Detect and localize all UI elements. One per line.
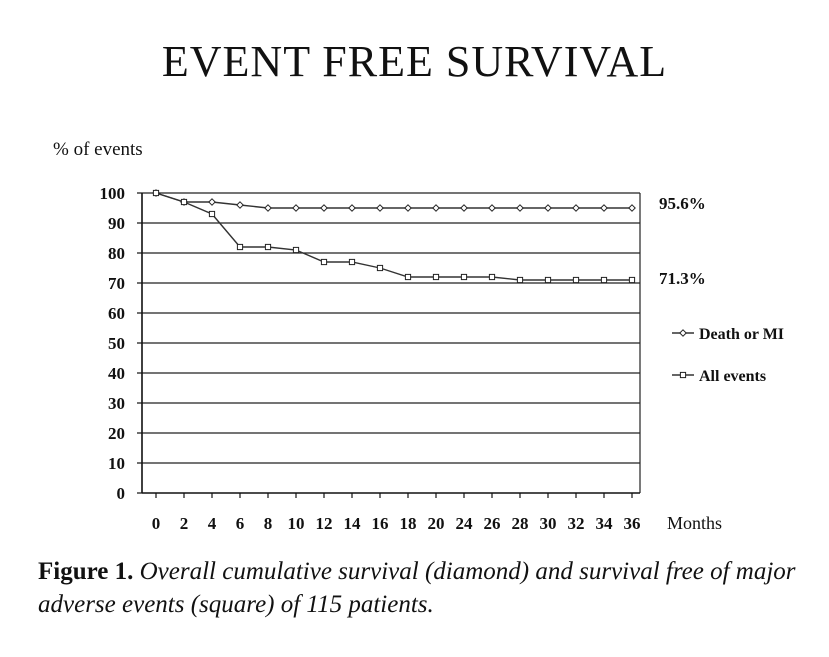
data-point-square (181, 199, 186, 204)
series-line (156, 193, 632, 208)
x-tick-label: 16 (371, 514, 389, 533)
data-point-diamond (601, 205, 607, 211)
x-tick-label: 18 (399, 514, 417, 533)
y-tick-label: 40 (108, 364, 125, 383)
x-tick-label: 0 (151, 514, 161, 533)
data-point-diamond (545, 205, 551, 211)
data-point-diamond (405, 205, 411, 211)
x-tick-label: 36 (623, 514, 641, 533)
legend-label: All events (699, 368, 767, 385)
data-point-diamond (265, 205, 271, 211)
data-point-square (629, 277, 634, 282)
data-point-square (680, 372, 685, 377)
x-tick-label: 20 (427, 514, 445, 533)
data-point-diamond (433, 205, 439, 211)
x-tick-label: 8 (263, 514, 273, 533)
data-point-square (601, 277, 606, 282)
series-all-events (153, 190, 634, 282)
figure-caption (38, 555, 818, 621)
data-point-square (209, 211, 214, 216)
y-tick-label: 20 (108, 424, 125, 443)
x-tick-label: 10 (287, 514, 305, 533)
x-tick-label: 30 (539, 514, 557, 533)
legend-entry (672, 368, 766, 385)
data-point-diamond (489, 205, 495, 211)
data-point-square (461, 274, 466, 279)
x-tick-label: 24 (455, 514, 473, 533)
data-point-square (153, 190, 158, 195)
data-point-square (265, 244, 270, 249)
data-point-square (349, 259, 354, 264)
data-point-square (321, 259, 326, 264)
data-point-diamond (461, 205, 467, 211)
data-point-square (573, 277, 578, 282)
x-tick-label: 34 (595, 514, 613, 533)
data-point-square (405, 274, 410, 279)
x-tick-label: 2 (179, 514, 189, 533)
y-tick-label: 10 (108, 454, 125, 473)
data-point-diamond (680, 330, 686, 336)
y-tick-label: 90 (108, 214, 125, 233)
chart-title: EVENT FREE SURVIVAL (161, 37, 668, 86)
legend-label: Death or MI (699, 326, 785, 343)
x-tick-label: 6 (235, 514, 245, 533)
data-point-square (377, 265, 382, 270)
data-point-diamond (237, 202, 243, 208)
data-point-diamond (209, 199, 215, 205)
data-point-square (489, 274, 494, 279)
y-axis-label: % of events (53, 139, 143, 160)
x-tick-label: 26 (483, 514, 501, 533)
x-axis-label: Months (667, 513, 723, 533)
y-tick-label: 100 (99, 184, 125, 203)
data-point-diamond (293, 205, 299, 211)
series-line (156, 193, 632, 280)
y-tick-label: 60 (108, 304, 125, 323)
data-point-diamond (629, 205, 635, 211)
series-end-label: 71.3% (659, 269, 706, 288)
data-point-square (517, 277, 522, 282)
x-tick-label: 14 (343, 514, 361, 533)
data-point-diamond (573, 205, 579, 211)
y-tick-label: 80 (108, 244, 125, 263)
y-tick-label: 30 (108, 394, 125, 413)
x-tick-label: 32 (567, 514, 585, 533)
series-end-label: 95.6% (659, 194, 706, 213)
figure-caption-text: Overall cumulative survival (diamond) and survival free of major adverse events (square) of 115 patients. (38, 558, 796, 618)
figure-caption-label: Figure 1. (38, 558, 134, 585)
data-point-diamond (517, 205, 523, 211)
data-point-diamond (377, 205, 383, 211)
legend-entry (672, 326, 784, 343)
data-point-diamond (321, 205, 327, 211)
y-tick-label: 50 (108, 334, 125, 353)
data-point-square (237, 244, 242, 249)
y-tick-label: 70 (108, 274, 125, 293)
data-point-diamond (349, 205, 355, 211)
x-tick-label: 12 (315, 514, 333, 533)
y-tick-label: 0 (116, 484, 125, 503)
x-tick-label: 28 (511, 514, 529, 533)
data-point-square (293, 247, 298, 252)
data-point-square (433, 274, 438, 279)
x-tick-label: 4 (207, 514, 217, 533)
data-point-square (545, 277, 550, 282)
